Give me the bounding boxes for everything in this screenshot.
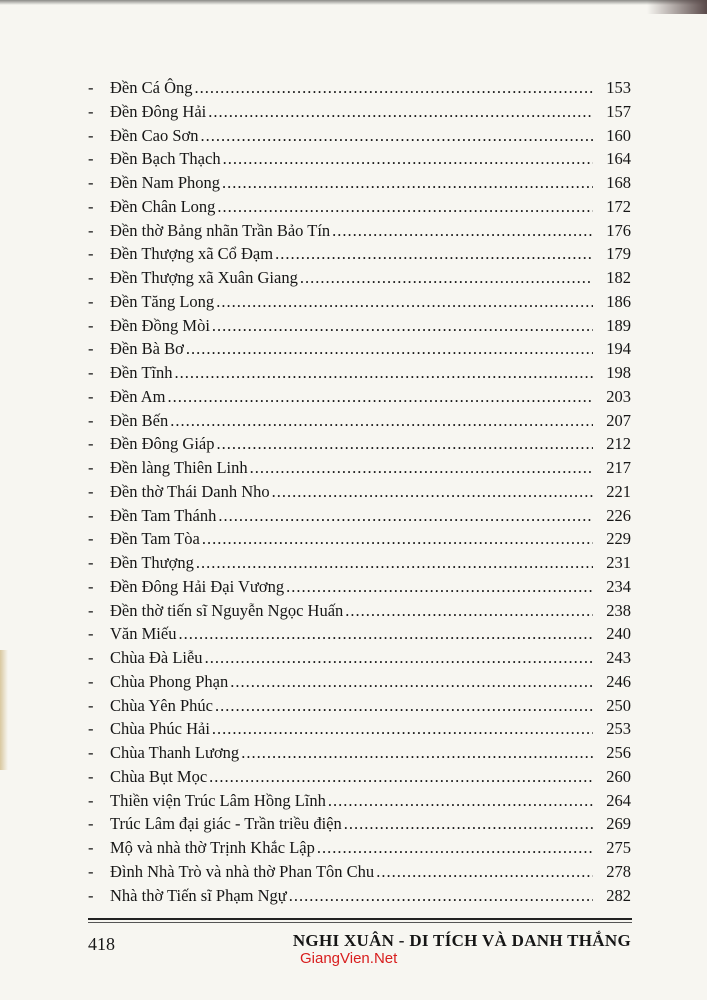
toc-entry-title: Đền Thượng xã Xuân Giang (110, 268, 298, 287)
toc-entry-page: 253 (606, 719, 631, 739)
toc-entry-page: 203 (606, 386, 631, 406)
toc-entry-title: Trúc Lâm đại giác - Trần triều điện (110, 814, 342, 834)
dot-leader (345, 599, 593, 623)
toc-entry-page: 226 (606, 505, 631, 525)
toc-entry-page: 194 (606, 339, 631, 359)
toc-entry-page: 229 (606, 529, 631, 549)
toc-entry-title: Đền Tĩnh (110, 363, 173, 382)
toc-bullet-dash: - (88, 220, 94, 240)
toc-bullet-dash: - (88, 434, 94, 454)
toc-bullet-dash: - (88, 244, 94, 264)
page-scan-edge (0, 0, 707, 5)
toc-entry-page: 168 (606, 173, 631, 192)
dot-leader (209, 765, 593, 789)
dot-leader (217, 195, 593, 219)
toc-bullet-dash: - (88, 315, 94, 335)
dot-leader (328, 789, 593, 813)
toc-entry (88, 694, 631, 718)
toc-entry (88, 147, 631, 171)
toc-entry-title: Đền Thượng (110, 553, 194, 572)
toc-entry (88, 171, 631, 195)
toc-entry-title: Đền Bến (110, 410, 169, 430)
toc-entry-page: 269 (606, 814, 631, 834)
dot-leader (178, 622, 593, 646)
toc-bullet-dash: - (88, 339, 94, 359)
dot-leader (216, 290, 593, 314)
toc-entry-title: Đền Chân Long (110, 196, 216, 216)
footer-rule (88, 918, 632, 920)
toc-entry-title: Đền làng Thiên Linh (110, 458, 248, 477)
dot-leader (216, 432, 593, 456)
toc-entry (88, 314, 631, 338)
toc-entry-page: 207 (606, 410, 631, 430)
page-edge-stain (0, 650, 8, 770)
dot-leader (222, 171, 593, 195)
toc-entry-title: Đền Đông Giáp (110, 434, 215, 454)
toc-entry-page: 186 (606, 291, 631, 311)
toc-bullet-dash: - (88, 101, 94, 121)
toc-bullet-dash: - (88, 790, 94, 810)
toc-entry (88, 789, 631, 813)
toc-bullet-dash: - (88, 458, 94, 477)
toc-bullet-dash: - (88, 695, 94, 715)
toc-entry-title: Chùa Phúc Hải (110, 719, 210, 739)
toc-entry-title: Đền Tam Thánh (110, 505, 217, 525)
toc-bullet-dash: - (88, 386, 94, 406)
toc-entry-title: Đền Cao Sơn (110, 125, 199, 145)
toc-bullet-dash: - (88, 861, 94, 881)
toc-entry (88, 456, 631, 480)
toc-bullet-dash: - (88, 743, 94, 762)
toc-entry (88, 670, 631, 694)
dot-leader (167, 385, 593, 409)
toc-entry-page: 172 (606, 196, 631, 216)
toc-bullet-dash: - (88, 838, 94, 857)
toc-entry-page: 282 (606, 885, 631, 905)
toc-bullet-dash: - (88, 814, 94, 834)
toc-entry-title: Đền thờ Thái Danh Nho (110, 481, 270, 501)
toc-entry-page: 160 (606, 125, 631, 145)
toc-entry-page: 278 (606, 861, 631, 881)
toc-entry-page: 238 (606, 600, 631, 620)
toc-bullet-dash: - (88, 766, 94, 786)
toc-entry (88, 219, 631, 243)
toc-bullet-dash: - (88, 505, 94, 525)
toc-entry-page: 264 (606, 790, 631, 810)
dot-leader (212, 717, 593, 741)
toc-bullet-dash: - (88, 78, 94, 97)
dot-leader (196, 551, 593, 575)
dot-leader (215, 694, 593, 718)
toc-entry-page: 157 (606, 101, 631, 121)
dot-leader (317, 836, 593, 860)
toc-entry-page: 221 (606, 481, 631, 501)
toc-bullet-dash: - (88, 481, 94, 501)
toc-entry-page: 243 (606, 648, 631, 667)
toc-bullet-dash: - (88, 149, 94, 169)
toc-entry-title: Đền Đông Hải (110, 101, 207, 121)
dot-leader (223, 147, 593, 171)
toc-entry (88, 361, 631, 385)
toc-bullet-dash: - (88, 410, 94, 430)
toc-bullet-dash: - (88, 624, 94, 644)
dot-leader (272, 480, 593, 504)
toc-entry-title: Chùa Thanh Lương (110, 743, 240, 762)
toc-entry-title: Chùa Phong Phạn (110, 671, 229, 691)
dot-leader (200, 124, 593, 148)
dot-leader (376, 860, 593, 884)
footer-rule-thin (88, 922, 632, 923)
toc-entry (88, 76, 631, 100)
toc-entry (88, 432, 631, 456)
toc-bullet-dash: - (88, 291, 94, 311)
toc-entry-title: Thiền viện Trúc Lâm Hồng Lĩnh (110, 790, 326, 810)
toc-bullet-dash: - (88, 719, 94, 739)
dot-leader (250, 456, 593, 480)
dot-leader (230, 670, 593, 694)
toc-entry-page: 275 (606, 838, 631, 857)
toc-entry (88, 480, 631, 504)
toc-entry-page: 234 (606, 576, 631, 596)
page-number: 418 (88, 934, 115, 954)
toc-entry-page: 182 (606, 268, 631, 287)
toc-entry-title: Đình Nhà Trò và nhà thờ Phan Tôn Chu (110, 861, 375, 881)
toc-entry-title: Đền Đồng Mòi (110, 315, 210, 335)
dot-leader (332, 219, 593, 243)
dot-leader (289, 884, 593, 908)
dot-leader (241, 741, 593, 765)
toc-entry-title: Đền Am (110, 386, 166, 406)
dot-leader (174, 361, 593, 385)
toc-entry-page: 189 (606, 315, 631, 335)
toc-entry-page: 260 (606, 766, 631, 786)
dot-leader (286, 575, 593, 599)
toc-entry-page: 256 (606, 743, 631, 762)
toc-entry-page: 176 (606, 220, 631, 240)
page-corner-shadow (647, 0, 707, 14)
toc-entry-title: Nhà thờ Tiến sĩ Phạm Ngự (110, 885, 287, 905)
toc-entry (88, 385, 631, 409)
toc-bullet-dash: - (88, 173, 94, 192)
toc-entry-title: Đền Bà Bơ (110, 339, 184, 359)
toc-entry (88, 527, 631, 551)
toc-entry-title: Đền Cá Ông (110, 78, 193, 97)
dot-leader (202, 527, 593, 551)
toc-entry (88, 599, 631, 623)
toc-entry (88, 551, 631, 575)
toc-entry-page: 217 (606, 458, 631, 477)
toc-entry (88, 765, 631, 789)
dot-leader (212, 314, 593, 338)
toc-entry (88, 860, 631, 884)
toc-bullet-dash: - (88, 671, 94, 691)
toc-bullet-dash: - (88, 885, 94, 905)
toc-entry (88, 124, 631, 148)
toc-entry (88, 575, 631, 599)
toc-entry-title: Chùa Đà Liễu (110, 648, 203, 667)
toc-entry (88, 884, 631, 908)
toc-bullet-dash: - (88, 363, 94, 382)
toc-entry-title: Đền thờ Bảng nhãn Trần Bảo Tín (110, 220, 331, 240)
dot-leader (194, 76, 593, 100)
toc-bullet-dash: - (88, 576, 94, 596)
toc-entry-title: Văn Miếu (110, 624, 177, 644)
toc-entry (88, 622, 631, 646)
book-title: NGHI XUÂN - DI TÍCH VÀ DANH THẮNG (292, 931, 631, 950)
toc-entry-page: 198 (606, 363, 631, 382)
toc-entry-title: Đền Đông Hải Đại Vương (110, 576, 285, 596)
toc-entry-title: Đền thờ tiến sĩ Nguyễn Ngọc Huấn (110, 600, 344, 620)
toc-bullet-dash: - (88, 553, 94, 572)
toc-entry-title: Chùa Bụt Mọc (110, 766, 208, 786)
dot-leader (205, 646, 593, 670)
toc-entry (88, 836, 631, 860)
toc-bullet-dash: - (88, 125, 94, 145)
toc-entry (88, 409, 631, 433)
toc-entry (88, 290, 631, 314)
toc-bullet-dash: - (88, 529, 94, 549)
toc-entry (88, 504, 631, 528)
toc-bullet-dash: - (88, 600, 94, 620)
dot-leader (218, 504, 593, 528)
toc-entry-page: 164 (606, 149, 631, 169)
toc-entry-page: 246 (606, 671, 631, 691)
toc-entry (88, 242, 631, 266)
dot-leader (186, 337, 593, 361)
toc-entry-title: Chùa Yên Phúc (110, 695, 213, 715)
toc-entry-title: Đền Tam Tòa (110, 529, 200, 549)
toc-entry-title: Đền Tăng Long (110, 291, 215, 311)
dot-leader (208, 100, 593, 124)
toc-entry-page: 250 (606, 695, 631, 715)
toc-entry (88, 812, 631, 836)
toc-entry-title: Đền Bạch Thạch (110, 149, 221, 169)
toc-entry (88, 100, 631, 124)
toc-entry (88, 266, 631, 290)
toc-entry (88, 337, 631, 361)
toc-entry-page: 153 (606, 78, 631, 97)
toc-bullet-dash: - (88, 648, 94, 667)
toc-entry-page: 231 (606, 553, 631, 572)
toc-entry (88, 741, 631, 765)
toc-entry-page: 179 (606, 244, 631, 264)
table-of-contents (88, 76, 631, 907)
toc-entry-title: Đền Nam Phong (110, 173, 220, 192)
watermark: GiangVien.Net (300, 950, 398, 967)
toc-entry (88, 195, 631, 219)
dot-leader (300, 266, 593, 290)
dot-leader (275, 242, 593, 266)
dot-leader (170, 409, 593, 433)
toc-entry-page: 240 (606, 624, 631, 644)
toc-entry-title: Mộ và nhà thờ Trịnh Khắc Lập (110, 838, 315, 857)
toc-entry (88, 646, 631, 670)
toc-bullet-dash: - (88, 196, 94, 216)
toc-bullet-dash: - (88, 268, 94, 287)
toc-entry (88, 717, 631, 741)
toc-entry-title: Đền Thượng xã Cổ Đạm (110, 244, 274, 264)
toc-entry-page: 212 (606, 434, 631, 454)
dot-leader (344, 812, 593, 836)
